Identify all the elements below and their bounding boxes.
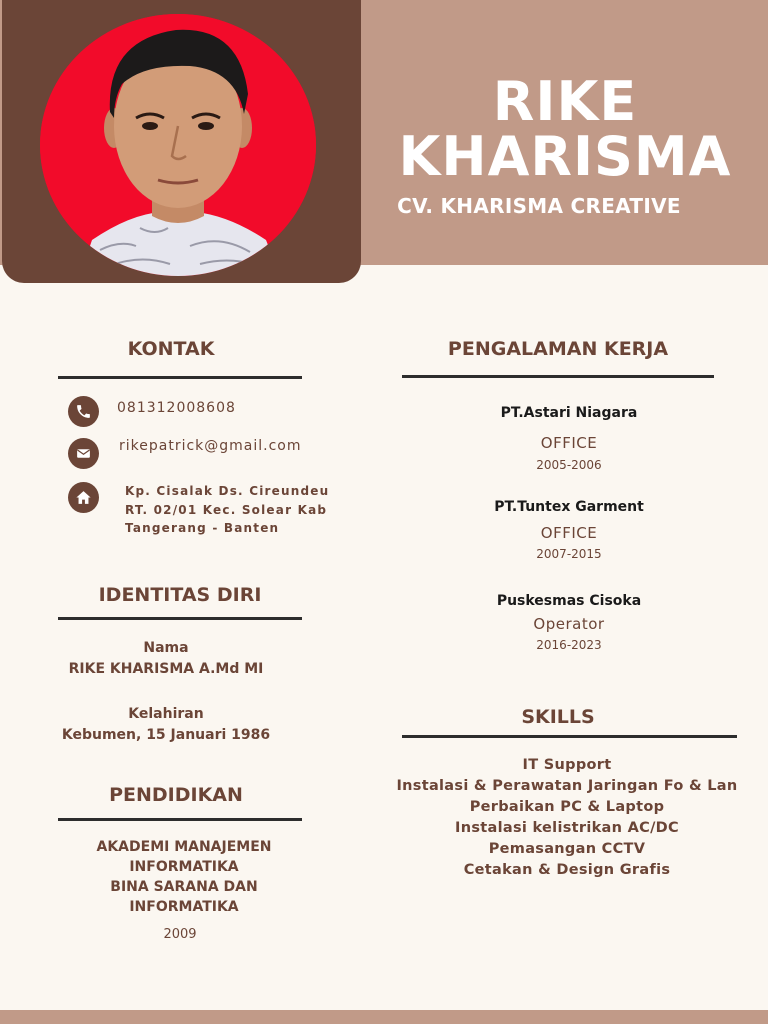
phone-icon — [68, 396, 99, 427]
school-line-1: AKADEMI MANAJEMEN — [96, 839, 272, 855]
job-1-role: OFFICE — [540, 434, 598, 452]
profile-photo — [40, 14, 316, 276]
identity-block — [26, 638, 306, 746]
contact-email — [68, 438, 302, 469]
skill-4: Instalasi kelistrikan AC/DC — [455, 820, 679, 836]
birth-value: Kebumen, 15 Januari 1986 — [61, 727, 271, 743]
contact-divider — [58, 376, 302, 379]
name-line-1: RIKE — [492, 70, 638, 133]
experience-divider — [402, 375, 714, 378]
name-line-2: KHARISMA — [398, 125, 732, 188]
skills-title: SKILLS — [521, 706, 595, 728]
skill-3: Perbaikan PC & Laptop — [469, 799, 665, 815]
job-3-years: 2016-2023 — [536, 638, 602, 652]
address-block — [125, 482, 329, 538]
company-label: CV. KHARISMA CREATIVE — [397, 194, 681, 218]
school-line-3: BINA SARANA DAN — [110, 879, 258, 895]
job-2-company: PT.Tuntex Garment — [494, 499, 644, 515]
job-3-company: Puskesmas Cisoka — [496, 593, 642, 609]
identity-divider — [58, 617, 302, 620]
school-line-2: INFORMATIKA — [129, 859, 239, 875]
skill-2: Instalasi & Perawatan Jaringan Fo & Lan — [396, 778, 738, 794]
skill-1: IT Support — [522, 757, 612, 773]
education-divider — [58, 818, 302, 821]
job-1-years: 2005-2006 — [536, 458, 602, 472]
address-line-1: Kp. Cisalak Ds. Cireundeu — [125, 484, 330, 498]
portrait-illustration — [40, 14, 316, 276]
contact-title: KONTAK — [127, 338, 215, 360]
name-label: Nama — [143, 640, 189, 656]
identity-title: IDENTITAS DIRI — [98, 584, 262, 606]
education-block — [58, 837, 310, 917]
school-line-4: INFORMATIKA — [129, 899, 239, 915]
full-name — [362, 70, 768, 188]
photo-panel — [2, 0, 361, 283]
mail-icon — [68, 438, 99, 469]
email-address: rikepatrick@gmail.com — [119, 438, 302, 454]
job-1-company: PT.Astari Niagara — [500, 405, 638, 421]
education-title: PENDIDIKAN — [109, 784, 243, 806]
job-2-years: 2007-2015 — [536, 547, 602, 561]
experience-title: PENGALAMAN KERJA — [447, 338, 669, 360]
company-name — [362, 194, 768, 218]
job-3-role: Operator — [533, 615, 605, 633]
home-icon — [68, 482, 99, 513]
job-2-role: OFFICE — [540, 524, 598, 542]
phone-number: 081312008608 — [117, 400, 236, 416]
birth-label: Kelahiran — [128, 706, 204, 722]
education-year: 2009 — [163, 927, 197, 942]
skills-divider — [402, 735, 737, 738]
name-value: RIKE KHARISMA A.Md MI — [68, 661, 264, 677]
contact-phone — [68, 396, 236, 427]
skill-5: Pemasangan CCTV — [488, 841, 646, 857]
address-line-2: RT. 02/01 Kec. Solear Kab — [125, 502, 328, 517]
skill-6: Cetakan & Design Grafis — [463, 862, 671, 878]
footer-band — [0, 1010, 768, 1024]
contact-address — [68, 482, 329, 538]
address-line-3: Tangerang - Banten — [125, 521, 280, 535]
